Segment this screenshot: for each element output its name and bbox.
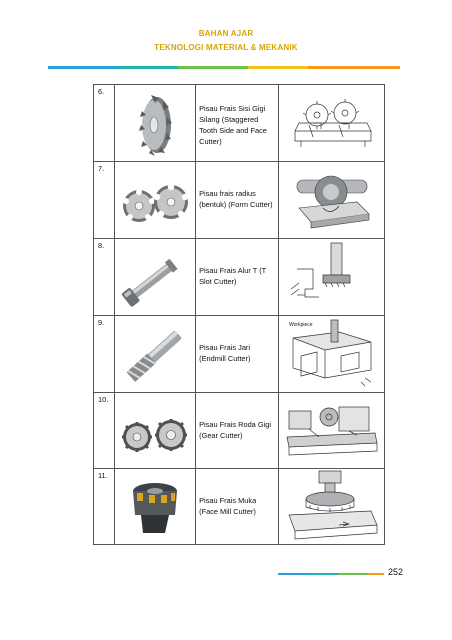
face-mill-drawing <box>278 469 384 545</box>
table-row <box>94 393 385 469</box>
table-row <box>94 162 385 239</box>
endmill-photo <box>115 316 196 393</box>
row-number: 7. <box>94 162 115 239</box>
cutter-description: Pisau Frais Roda Gigi (Gear Cutter) <box>199 420 271 440</box>
t-slot-drawing <box>278 239 384 316</box>
cutter-description: Pisau Frais Sisi Gigi Silang (Staggered Tooth Side and Face Cutter) <box>199 104 267 146</box>
table-row <box>94 85 385 162</box>
form-cutter-setup-drawing <box>278 162 384 239</box>
page-number: 252 <box>388 567 404 577</box>
gear-cutter-setup-drawing <box>278 393 384 469</box>
cutter-table <box>93 84 385 545</box>
cutter-description: Pisau frais radius (bentuk) (Form Cutter) <box>199 189 273 209</box>
gear-cutter-photo <box>115 393 196 469</box>
endmill-setup-drawing <box>278 316 384 393</box>
row-number: 8. <box>94 239 115 316</box>
document-header-title: BAHAN AJAR <box>198 29 254 38</box>
row-number: 9. <box>94 316 115 393</box>
staggered-cutter-setup-drawing <box>278 85 384 162</box>
footer-color-line <box>278 573 384 575</box>
row-number: 10. <box>94 393 115 469</box>
cutter-description: Pisau Frais Jari (Endmill Cutter) <box>199 343 251 363</box>
cutter-description: Pisau Frais Muka (Face Mill Cutter) <box>199 496 257 516</box>
table-row <box>94 316 385 393</box>
cutter-description: Pisau Frais Alur T (T Slot Cutter) <box>199 266 267 286</box>
row-number: 11. <box>94 469 115 545</box>
t-slot-cutter-photo <box>115 239 196 316</box>
face-mill-photo <box>115 469 196 545</box>
table-row <box>94 469 385 545</box>
row-number: 6. <box>94 85 115 162</box>
table-row <box>94 239 385 316</box>
document-header-subtitle: TEKNOLOGI MATERIAL & MEKANIK <box>154 43 298 52</box>
staggered-tooth-cutter-photo <box>115 85 196 162</box>
header-color-band <box>48 66 400 69</box>
workpiece-label: Workpiece <box>288 322 313 328</box>
form-cutter-photo <box>115 162 196 239</box>
